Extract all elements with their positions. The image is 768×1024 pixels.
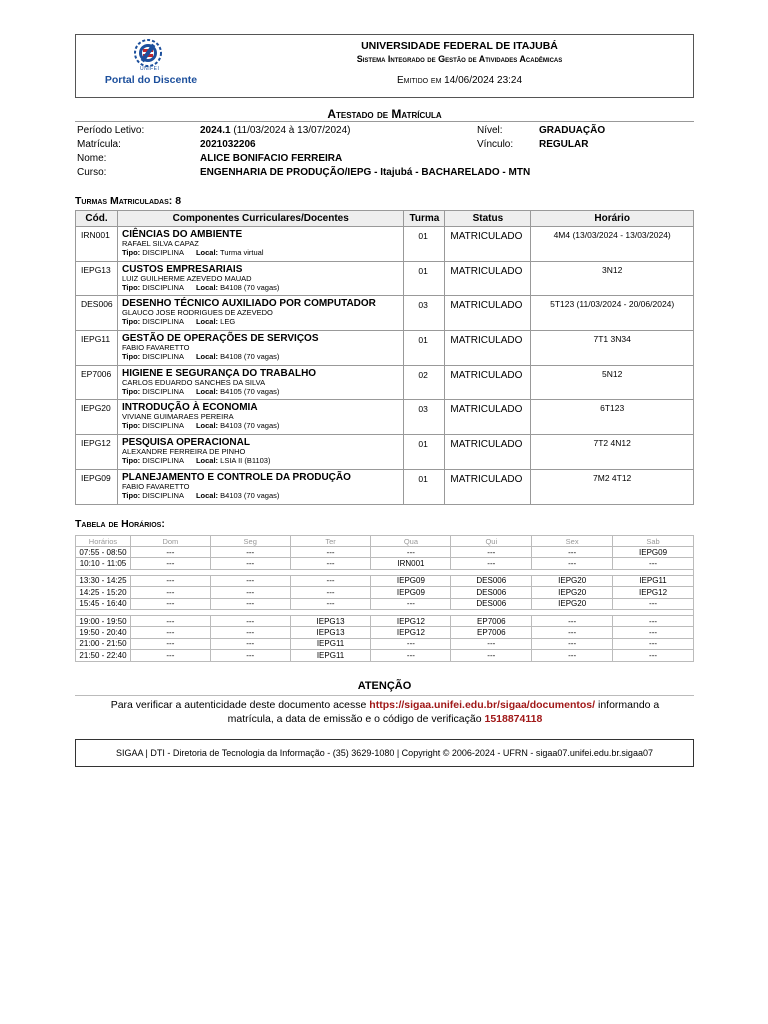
col-header-turma: Turma: [404, 211, 445, 227]
course-horario: 7T2 4N12: [531, 435, 694, 470]
col-header-status: Status: [445, 211, 531, 227]
course-name: PESQUISA OPERACIONAL: [121, 437, 250, 449]
schedule-cell: ---: [613, 638, 694, 649]
table-row: [76, 296, 694, 331]
local-label: Local:: [195, 386, 219, 396]
course-turma: 01: [404, 331, 445, 366]
emission-date: Emitido em 14/06/2024 23:24: [396, 75, 523, 86]
course-cell: [117, 400, 403, 435]
course-status: MATRICULADO: [445, 261, 531, 296]
schedule-cell: ---: [371, 598, 451, 609]
periodo-dates: (11/03/2024 à 13/07/2024): [230, 125, 351, 136]
course-status: MATRICULADO: [445, 400, 531, 435]
course-code: IEPG20: [76, 400, 118, 435]
table-row: [76, 261, 694, 296]
portal-label[interactable]: Portal do Discente: [104, 74, 198, 86]
course-teacher: RAFAEL SILVA CAPAZ: [121, 239, 199, 248]
tipo-label: Tipo:: [121, 421, 141, 431]
course-horario: 7T1 3N34: [531, 331, 694, 366]
horarios-row: [76, 638, 694, 649]
schedule-cell: ---: [532, 558, 613, 569]
tipo-value: DISCIPLINA: [142, 421, 184, 431]
course-status: MATRICULADO: [445, 435, 531, 470]
course-status: MATRICULADO: [445, 469, 531, 504]
time-slot: 10:10 - 11:05: [76, 558, 131, 569]
tipo-label: Tipo:: [121, 282, 141, 292]
attention-title: ATENÇÃO: [357, 680, 412, 692]
portal-logo-area: [76, 35, 216, 97]
course-code: IEPG12: [76, 435, 118, 470]
info-row-nome: [77, 153, 697, 167]
course-type-local: [118, 283, 403, 292]
time-slot: 19:00 - 19:50: [76, 615, 131, 626]
course-horario: 5T123 (11/03/2024 - 20/06/2024): [531, 296, 694, 331]
course-type-local: [118, 387, 403, 396]
local-value: LEG: [220, 317, 236, 327]
schedule-cell: ---: [130, 615, 210, 626]
tipo-label: Tipo:: [121, 352, 141, 362]
schedule-cell: IEPG20: [532, 575, 613, 586]
turmas-table: [75, 210, 694, 505]
schedule-cell: ---: [290, 587, 371, 598]
periodo-value: [200, 125, 351, 136]
local-label: Local:: [195, 421, 219, 431]
page-footer: SIGAA | DTI - Diretoria de Tecnologia da Informação - (35) 3629-1080 | Copyright © 2006-2024 - UFRN - sigaa07.unifei.edu.br.sigaa07: [75, 739, 694, 767]
course-status: MATRICULADO: [445, 227, 531, 262]
nome-label: Nome:: [77, 153, 107, 164]
tipo-value: DISCIPLINA: [142, 386, 184, 396]
verification-code: 1518874118: [484, 713, 543, 725]
periodo-label: Período Letivo:: [77, 125, 145, 136]
course-cell: [117, 227, 403, 262]
course-teacher: FABIO FAVARETTO: [121, 343, 190, 353]
tipo-value: DISCIPLINA: [142, 282, 184, 292]
table-row: [76, 227, 694, 262]
schedule-cell: IEPG09: [613, 547, 694, 558]
local-value: B4103 (70 vagas): [220, 490, 280, 500]
course-status: MATRICULADO: [445, 296, 531, 331]
local-value: B4105 (70 vagas): [220, 386, 280, 396]
schedule-cell: ---: [371, 547, 451, 558]
course-type-local: [118, 456, 403, 465]
course-type-local: [118, 421, 403, 430]
tipo-label: Tipo:: [121, 456, 141, 466]
schedule-cell: IEPG13: [290, 627, 371, 638]
course-code: DES006: [76, 296, 118, 331]
course-horario: 7M2 4T12: [531, 469, 694, 504]
schedule-cell: DES006: [451, 575, 532, 586]
logo-text: UNIFEI: [140, 66, 160, 72]
course-teacher: GLAUCO JOSE RODRIGUES DE AZEVEDO: [121, 308, 273, 318]
course-turma: 02: [404, 365, 445, 400]
schedule-cell: DES006: [451, 587, 532, 598]
tipo-value: DISCIPLINA: [142, 248, 184, 257]
course-name: DESENHO TÉCNICO AUXILIADO POR COMPUTADOR: [121, 298, 376, 310]
schedule-cell: IEPG13: [290, 615, 371, 626]
schedule-cell: ---: [210, 598, 290, 609]
schedule-cell: ---: [130, 575, 210, 586]
vinculo-value: REGULAR: [539, 139, 589, 150]
schedule-cell: ---: [532, 615, 613, 626]
col-header-horario: Horário: [531, 211, 694, 227]
schedule-cell: IEPG12: [371, 615, 451, 626]
schedule-cell: EP7006: [451, 615, 532, 626]
schedule-cell: IEPG11: [290, 638, 371, 649]
course-name: GESTÃO DE OPERAÇÕES DE SERVIÇOS: [121, 333, 319, 345]
schedule-cell: ---: [613, 627, 694, 638]
course-horario: 3N12: [531, 261, 694, 296]
header-titles: [226, 40, 693, 86]
student-info: [77, 125, 697, 181]
schedule-cell: ---: [210, 558, 290, 569]
course-code: EP7006: [76, 365, 118, 400]
local-label: Local:: [195, 317, 219, 327]
tipo-value: DISCIPLINA: [142, 456, 184, 466]
course-cell: [117, 261, 403, 296]
local-label: Local:: [195, 248, 219, 257]
course-turma: 01: [404, 261, 445, 296]
course-turma: 01: [404, 469, 445, 504]
schedule-cell: ---: [210, 547, 290, 558]
schedule-cell: ---: [532, 638, 613, 649]
matricula-label: Matrícula:: [77, 139, 121, 150]
matricula-value: 2021032206: [200, 139, 256, 150]
schedule-cell: ---: [613, 598, 694, 609]
document-header: [75, 34, 694, 98]
time-slot: 15:45 - 16:40: [76, 598, 131, 609]
course-cell: [117, 331, 403, 366]
horarios-row: [76, 650, 694, 661]
schedule-cell: ---: [532, 650, 613, 661]
course-name: PLANEJAMENTO E CONTROLE DA PRODUÇÃO: [121, 471, 351, 483]
schedule-cell: IEPG20: [532, 587, 613, 598]
schedule-cell: IEPG20: [532, 598, 613, 609]
col-header-componentes: Componentes Curriculares/Docentes: [117, 211, 403, 227]
course-code: IEPG09: [76, 469, 118, 504]
schedule-cell: ---: [532, 627, 613, 638]
periodo-code: 2024.1: [200, 125, 231, 136]
course-turma: 03: [404, 400, 445, 435]
tipo-label: Tipo:: [121, 386, 141, 396]
attention-divider: [75, 695, 694, 696]
verification-text-1: Para verificar a autenticidade deste documento acesse: [110, 699, 370, 711]
nivel-label: Nível:: [477, 125, 503, 136]
time-slot: 13:30 - 14:25: [76, 575, 131, 586]
schedule-cell: ---: [130, 547, 210, 558]
table-row: [76, 469, 694, 504]
schedule-cell: ---: [451, 638, 532, 649]
schedule-cell: IEPG09: [371, 587, 451, 598]
course-status: MATRICULADO: [445, 365, 531, 400]
schedule-cell: ---: [290, 547, 371, 558]
course-name: HIGIENE E SEGURANÇA DO TRABALHO: [121, 367, 317, 379]
course-horario: 5N12: [531, 365, 694, 400]
curso-value: ENGENHARIA DE PRODUÇÃO/IEPG - Itajubá - BACHARELADO - MTN: [200, 167, 531, 178]
schedule-cell: ---: [130, 558, 210, 569]
schedule-cell: ---: [532, 547, 613, 558]
course-code: IRN001: [76, 227, 118, 262]
schedule-cell: ---: [290, 598, 371, 609]
course-turma: 03: [404, 296, 445, 331]
schedule-cell: IEPG11: [613, 575, 694, 586]
course-teacher: ALEXANDRE FERREIRA DE PINHO: [121, 447, 246, 457]
time-slot: 14:25 - 15:20: [76, 587, 131, 598]
course-teacher: LUIZ GUILHERME AZEVEDO MAUAD: [121, 273, 252, 283]
horarios-col-header: Sex: [532, 536, 613, 547]
local-value: Turma virtual: [220, 248, 264, 257]
schedule-cell: ---: [130, 587, 210, 598]
schedule-cell: DES006: [451, 598, 532, 609]
course-horario: 4M4 (13/03/2024 - 13/03/2024): [531, 227, 694, 262]
schedule-cell: EP7006: [451, 627, 532, 638]
schedule-cell: ---: [613, 615, 694, 626]
schedule-cell: ---: [130, 650, 210, 661]
local-value: LSIA II (B1103): [220, 456, 271, 466]
tipo-value: DISCIPLINA: [142, 317, 184, 327]
unifei-logo-icon: [128, 39, 168, 69]
horarios-section-title: Tabela de Horários:: [75, 518, 165, 530]
local-label: Local:: [195, 352, 219, 362]
local-label: Local:: [195, 456, 219, 466]
horarios-row: [76, 575, 694, 586]
time-slot: 07:55 - 08:50: [76, 547, 131, 558]
schedule-cell: ---: [210, 575, 290, 586]
nome-value: ALICE BONIFACIO FERREIRA: [200, 153, 343, 164]
course-name: INTRODUÇÃO À ECONOMIA: [121, 402, 258, 414]
tipo-label: Tipo:: [121, 490, 141, 500]
local-value: B4103 (70 vagas): [220, 421, 280, 431]
local-label: Local:: [195, 282, 219, 292]
curso-label: Curso:: [77, 167, 107, 178]
page-title: Atestado de Matrícula: [327, 107, 442, 121]
tipo-label: Tipo:: [121, 248, 141, 257]
schedule-cell: ---: [210, 627, 290, 638]
horarios-col-header: Qui: [451, 536, 532, 547]
course-teacher: FABIO FAVARETTO: [121, 481, 190, 491]
course-cell: [117, 296, 403, 331]
schedule-cell: ---: [451, 547, 532, 558]
nivel-value: GRADUAÇÃO: [539, 125, 606, 136]
info-row-matricula: [77, 139, 697, 153]
table-row: [76, 365, 694, 400]
horarios-col-header: Qua: [371, 536, 451, 547]
verification-text-2: informando a matrícula, a data de emissão e o código de verificação: [227, 699, 660, 725]
course-code: IEPG11: [76, 331, 118, 366]
schedule-cell: ---: [290, 558, 371, 569]
schedule-cell: ---: [451, 650, 532, 661]
title-divider: [75, 121, 694, 122]
course-name: CIÊNCIAS DO AMBIENTE: [121, 229, 243, 240]
vinculo-label: Vínculo:: [477, 139, 514, 150]
course-name: CUSTOS EMPRESARIAIS: [121, 263, 243, 275]
schedule-cell: ---: [210, 650, 290, 661]
col-header-cod: Cód.: [76, 211, 118, 227]
verification-link[interactable]: https://sigaa.unifei.edu.br/sigaa/documentos/: [369, 699, 596, 711]
table-row: [76, 435, 694, 470]
schedule-cell: ---: [210, 638, 290, 649]
schedule-cell: ---: [290, 575, 371, 586]
course-status: MATRICULADO: [445, 331, 531, 366]
course-teacher: CARLOS EDUARDO SANCHES DA SILVA: [121, 377, 266, 387]
horarios-table: [75, 535, 694, 662]
schedule-cell: ---: [210, 615, 290, 626]
course-type-local: [118, 317, 403, 326]
horarios-header-row: [76, 536, 694, 547]
local-value: B4108 (70 vagas): [220, 352, 280, 362]
schedule-cell: IEPG12: [371, 627, 451, 638]
table-row: [76, 331, 694, 366]
horarios-row: [76, 558, 694, 569]
info-row-curso: [77, 167, 697, 181]
horarios-row: [76, 547, 694, 558]
course-cell: [117, 365, 403, 400]
schedule-cell: IEPG11: [290, 650, 371, 661]
table-row: [76, 400, 694, 435]
schedule-cell: ---: [130, 598, 210, 609]
university-name: UNIVERSIDADE FEDERAL DE ITAJUBÁ: [361, 40, 558, 52]
schedule-cell: ---: [371, 638, 451, 649]
course-type-local: [118, 352, 403, 361]
horarios-col-header: Sab: [613, 536, 694, 547]
course-type-local: [118, 248, 403, 257]
schedule-cell: IEPG12: [613, 587, 694, 598]
horarios-row: [76, 627, 694, 638]
time-slot: 21:50 - 22:40: [76, 650, 131, 661]
time-slot: 21:00 - 21:50: [76, 638, 131, 649]
turmas-section-title: Turmas Matriculadas: 8: [75, 195, 182, 207]
horarios-col-header: Dom: [130, 536, 210, 547]
schedule-cell: IRN001: [371, 558, 451, 569]
tipo-label: Tipo:: [121, 317, 141, 327]
course-horario: 6T123: [531, 400, 694, 435]
schedule-cell: ---: [613, 650, 694, 661]
course-code: IEPG13: [76, 261, 118, 296]
horarios-col-header: Ter: [290, 536, 371, 547]
turmas-header-row: [76, 211, 694, 227]
schedule-cell: ---: [130, 638, 210, 649]
course-type-local: [118, 491, 403, 500]
schedule-cell: IEPG09: [371, 575, 451, 586]
schedule-cell: ---: [130, 627, 210, 638]
time-slot: 19:50 - 20:40: [76, 627, 131, 638]
course-turma: 01: [404, 435, 445, 470]
horarios-row: [76, 587, 694, 598]
course-turma: 01: [404, 227, 445, 262]
course-cell: [117, 435, 403, 470]
tipo-value: DISCIPLINA: [142, 490, 184, 500]
system-name: Sistema Integrado de Gestão de Atividades Acadêmicas: [356, 54, 563, 64]
schedule-cell: ---: [613, 558, 694, 569]
local-label: Local:: [195, 490, 219, 500]
schedule-cell: ---: [451, 558, 532, 569]
horarios-row: [76, 598, 694, 609]
horarios-row: [76, 615, 694, 626]
horarios-col-header: Horários: [76, 536, 131, 547]
schedule-cell: ---: [210, 587, 290, 598]
local-value: B4108 (70 vagas): [220, 282, 280, 292]
verification-text: [90, 698, 680, 726]
course-teacher: VIVIANE GUIMARAES PEREIRA: [121, 412, 234, 422]
course-cell: [117, 469, 403, 504]
tipo-value: DISCIPLINA: [142, 352, 184, 362]
horarios-col-header: Seg: [210, 536, 290, 547]
info-row-periodo: [77, 125, 697, 139]
schedule-cell: ---: [371, 650, 451, 661]
